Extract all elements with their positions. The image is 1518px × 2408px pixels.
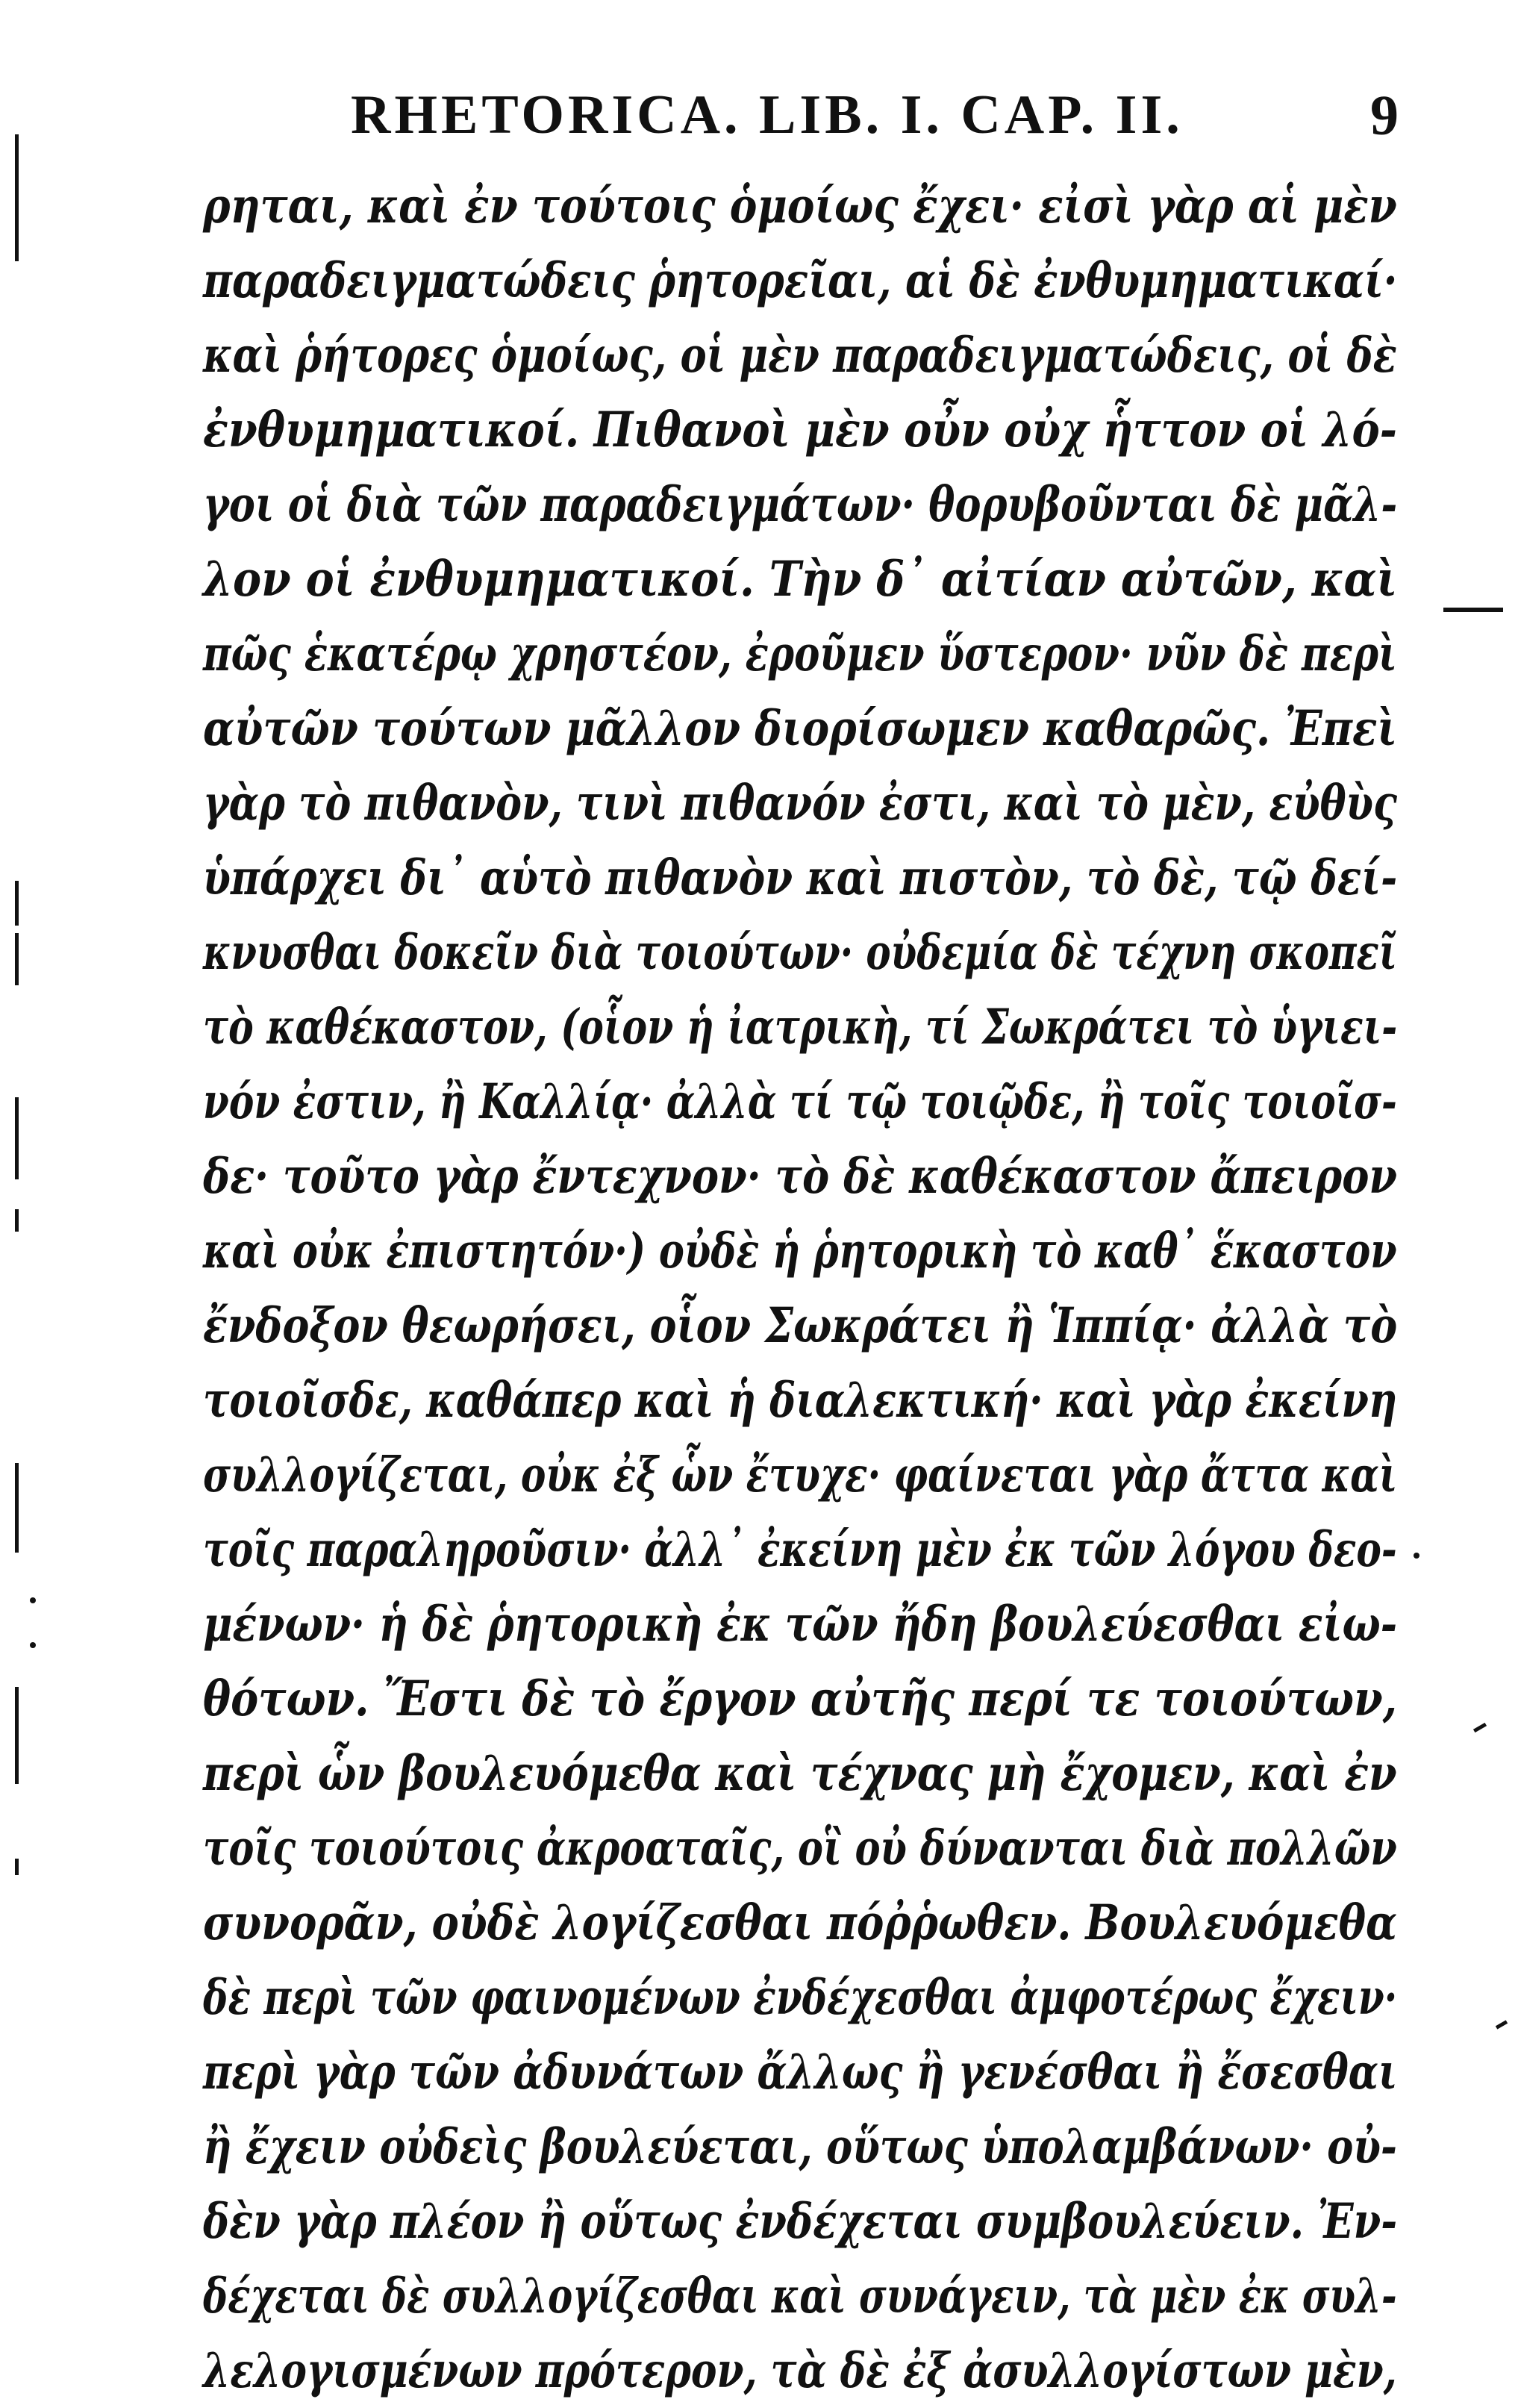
text-line: συλλογίζεται, οὐκ ἐξ ὧν ἔτυχε· φαίνεται γὰρ ἄττα καὶ <box>203 1447 1398 1503</box>
text-line: δὲν γὰρ πλέον ἢ οὕτως ἐνδέχεται συμβουλεύειν. Ἐν- <box>203 2193 1398 2250</box>
margin-mark <box>1496 2020 1508 2029</box>
margin-mark <box>15 1097 19 1179</box>
text-line: καὶ ῥήτορες ὁμοίως, οἱ μὲν παραδειγματώδεις, οἱ δὲ <box>203 327 1397 384</box>
text-line: λελογισμένων πρότερον, τὰ δὲ ἐξ ἀσυλλογίστων μὲν, <box>203 2342 1397 2399</box>
margin-mark <box>15 933 19 985</box>
text-line: λον οἱ ἐνθυμηματικοί. Τὴν δ᾽ αἰτίαν αὐτῶν, καὶ <box>203 551 1398 608</box>
text-line: γοι οἱ διὰ τῶν παραδειγμάτων· θορυβοῦνται δὲ μᾶλ- <box>203 476 1398 533</box>
text-line: ὑπάρχει δι᾽ αὑτὸ πιθανὸν καὶ πιστὸν, τὸ δὲ, τῷ δεί- <box>203 849 1398 906</box>
text-line: κνυσθαι δοκεῖν διὰ τοιούτων· οὐδεμία δὲ τέχνη σκοπεῖ <box>203 924 1397 981</box>
text-line: παραδειγματώδεις ῥητορεῖαι, αἱ δὲ ἐνθυμηματικαί· <box>203 252 1398 309</box>
text-line: αὐτῶν τούτων μᾶλλον διορίσωμεν καθαρῶς. Ἐπεὶ <box>203 700 1398 757</box>
text-line: ἢ ἔχειν οὐδεὶς βουλεύεται, οὕτως ὑπολαμβάνων· οὐ- <box>203 2118 1397 2175</box>
text-line: τοῖς παραληροῦσιν· ἀλλ᾽ ἐκείνη μὲν ἐκ τῶν λόγου δεο- <box>203 1521 1397 1578</box>
text-line: δε· τοῦτο γὰρ ἔντεχνον· τὸ δὲ καθέκαστον ἄπειρον <box>203 1148 1398 1205</box>
margin-mark <box>30 1597 36 1603</box>
text-line: ἐνθυμηματικοί. Πιθανοὶ μὲν οὖν οὐχ ἧττον οἱ λό- <box>203 402 1397 458</box>
margin-mark <box>15 1859 19 1875</box>
margin-mark <box>15 134 19 261</box>
text-line: γὰρ τὸ πιθανὸν, τινὶ πιθανόν ἐστι, καὶ τὸ μὲν, εὐθὺς <box>203 775 1397 832</box>
body-text <box>203 169 1397 2408</box>
margin-mark <box>30 1642 36 1648</box>
margin-mark <box>15 1463 19 1553</box>
margin-mark <box>15 881 19 926</box>
margin-mark <box>1473 1723 1487 1732</box>
page-number: 9 <box>1370 84 1399 147</box>
text-line: δὲ περὶ τῶν φαινομένων ἐνδέχεσθαι ἀμφοτέρως ἔχειν· <box>203 1969 1398 2026</box>
text-line: τὸ καθέκαστον, (οἷον ἡ ἰατρικὴ, τί Σωκράτει τὸ ὑγιει- <box>203 999 1398 1055</box>
text-line: περὶ ὧν βουλευόμεθα καὶ τέχνας μὴ ἔχομεν, καὶ ἐν <box>203 1745 1397 1802</box>
text-line: θότων. Ἔστι δὲ τὸ ἔργον αὐτῆς περί τε τοιούτων, <box>203 1671 1398 1727</box>
text-line: νόν ἐστιν, ἢ Καλλίᾳ· ἀλλὰ τί τῷ τοιῷδε, ἢ τοῖς τοιοῖσ- <box>203 1073 1397 1130</box>
text-line: δέχεται δὲ συλλογίζεσθαι καὶ συνάγειν, τὰ μὲν ἐκ συλ- <box>203 2268 1397 2324</box>
margin-mark <box>15 1687 19 1784</box>
margin-mark <box>1443 608 1503 612</box>
text-line: πῶς ἑκατέρῳ χρηστέον, ἐροῦμεν ὕστερον· νῦν δὲ περὶ <box>203 626 1397 682</box>
text-line: συνορᾶν, οὐδὲ λογίζεσθαι πόῤῥωθεν. Βουλευόμεθα <box>203 1894 1397 1951</box>
text-line: καὶ οὐκ ἐπιστητόν·) οὐδὲ ἡ ῥητορικὴ τὸ καθ᾽ ἕκαστον <box>203 1223 1397 1279</box>
running-header: RHETORICA. LIB. I. CAP. II. <box>351 84 1184 146</box>
text-line: ἔνδοξον θεωρήσει, οἷον Σωκράτει ἢ Ἱππίᾳ· ἀλλὰ τὸ <box>203 1297 1398 1354</box>
text-line: περὶ γὰρ τῶν ἀδυνάτων ἄλλως ἢ γενέσθαι ἢ ἔσεσθαι <box>203 2044 1398 2100</box>
text-line: ρηται, καὶ ἐν τούτοις ὁμοίως ἔχει· εἰσὶ γὰρ αἱ μὲν <box>203 178 1397 234</box>
margin-mark <box>1414 1553 1419 1559</box>
text-line: μένων· ἡ δὲ ῥητορικὴ ἐκ τῶν ἤδη βουλεύεσθαι εἰω- <box>203 1596 1398 1653</box>
text-line: τοιοῖσδε, καθάπερ καὶ ἡ διαλεκτική· καὶ γὰρ ἐκείνη <box>203 1372 1398 1429</box>
margin-mark <box>15 1209 19 1232</box>
text-line: τοῖς τοιούτοις ἀκροαταῖς, οἳ οὐ δύνανται διὰ πολλῶν <box>203 1820 1397 1877</box>
